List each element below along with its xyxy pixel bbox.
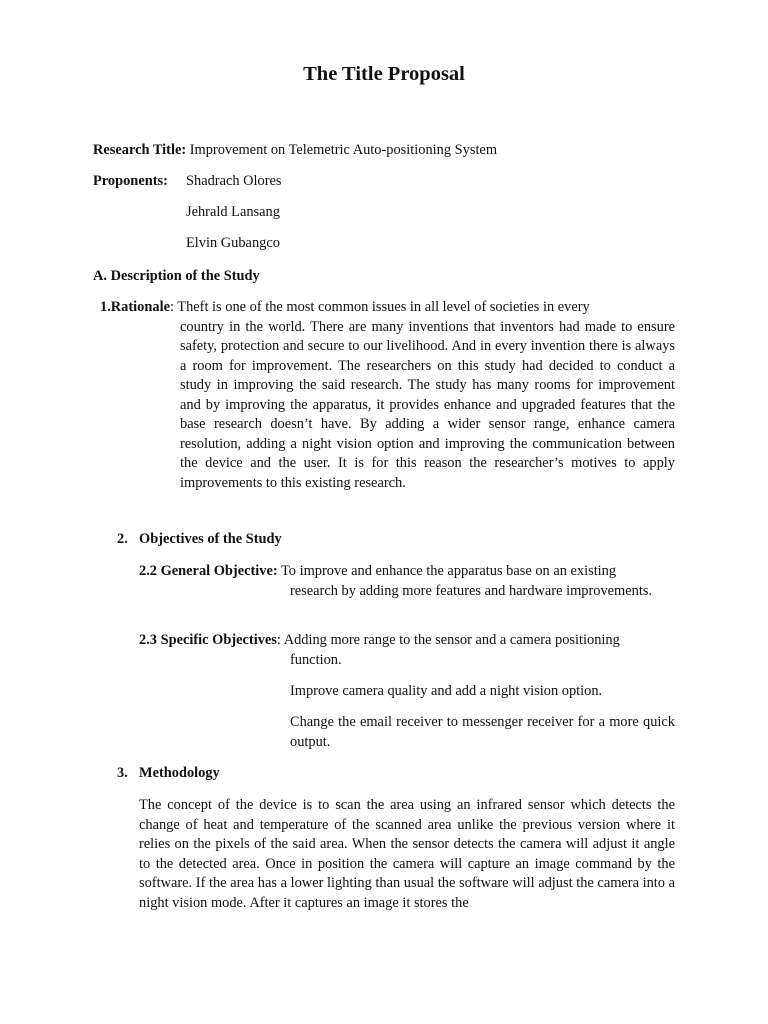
specific-objective-label: 2.3 Specific Objectives bbox=[139, 632, 277, 648]
objectives-heading: Objectives of the Study bbox=[139, 531, 282, 547]
research-title-line bbox=[93, 141, 693, 161]
specific-objective-first-line bbox=[139, 631, 675, 651]
rationale-body: country in the world. There are many inventions that inventors had made to ensure safety, protection and secure to our livelihood. And in every invention there is always a room for improvement. The researchers on this study had decided to conduct a study in improving the said research. The study has many rooms for improvement and by improving the apparatus, it provides enhance and upgraded features that the base research doesn’t have. By adding a wider sensor range, enhance camera resolution, adding a night vision option and improving the communication between the device and the user. It is for this reason the researcher’s motives to apply improvements to this existing research. bbox=[180, 318, 675, 491]
research-title-label: Research Title: bbox=[93, 142, 187, 158]
proponent-name: Elvin Gubangco bbox=[186, 235, 280, 251]
section-a-heading: A. Description of the Study bbox=[93, 268, 260, 284]
methodology-heading: Methodology bbox=[139, 765, 220, 781]
methodology-body: The concept of the device is to scan the area using an infrared sensor which detects the change of heat and temperature of the scanned area unlike the previous version where it relies on the pixels of the said area. When the sensor detects the camera will adjust it angle to the detected area. Once in position the camera will capture an image command by the software. If the area has a lower lighting than usual the software will adjust the camera into a night vision mode. After it captures an image it stores the bbox=[139, 797, 675, 911]
general-objective-label: 2.2 General Objective: bbox=[139, 563, 278, 579]
page-title: The Title Proposal bbox=[303, 63, 465, 85]
methodology-number: 3. bbox=[117, 765, 128, 781]
proponents-label: Proponents: bbox=[93, 173, 168, 189]
general-objective-body: research by adding more features and hardware improvements. bbox=[290, 582, 653, 599]
specific-objective-first: : Adding more range to the sensor and a camera positioning bbox=[276, 632, 620, 648]
specific-objective-2: Improve camera quality and add a night vision option. bbox=[290, 683, 603, 699]
objectives-number: 2. bbox=[117, 531, 128, 547]
general-objective-first: To improve and enhance the apparatus base on an existing bbox=[281, 563, 617, 579]
rationale-label: 1.Rationale bbox=[100, 299, 170, 315]
specific-objective-1-cont: function. bbox=[290, 651, 342, 668]
proponent-name: Shadrach Olores bbox=[186, 173, 282, 189]
rationale-first-line bbox=[100, 298, 675, 318]
rationale-first-text: : Theft is one of the most common issues in all level of societies in every bbox=[169, 299, 590, 315]
general-objective-first-line bbox=[139, 562, 675, 582]
specific-objective-3: Change the email receiver to messenger receiver for a more quick output. bbox=[290, 714, 675, 750]
proponent-name: Jehrald Lansang bbox=[186, 204, 280, 220]
research-title-value: Improvement on Telemetric Auto-positioning System bbox=[189, 142, 498, 158]
